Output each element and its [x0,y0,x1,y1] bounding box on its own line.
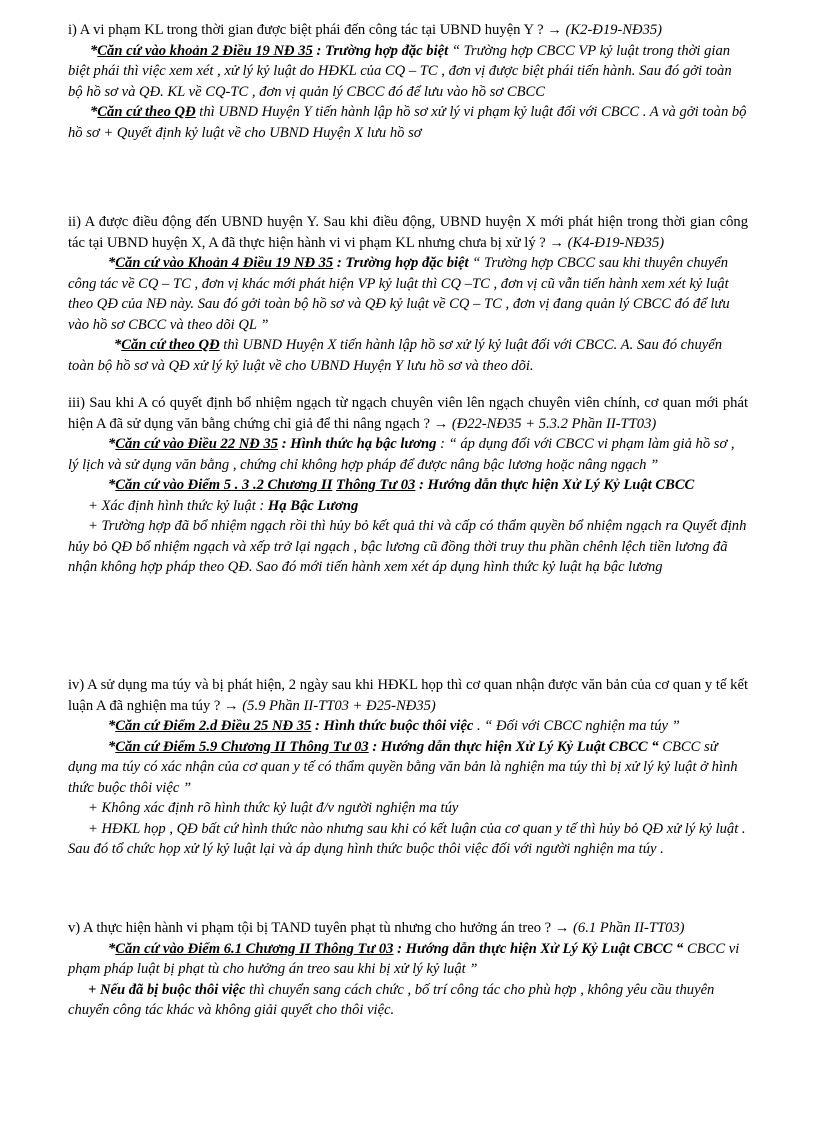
basis-1b: *Căn cứ theo QĐ thì UBND Huyện Y tiến hành lập hồ sơ xử lý vi phạm kỷ luật đối với CBCC . A và gởi toàn bộ hồ sơ + Quyết định kỷ luật về cho UBND Huyện X lưu hồ sơ [68,104,747,141]
section-2 [68,212,748,376]
question-1: i) A vi phạm KL trong thời gian được biệt phái đến công tác tại UBND huyện Y ? → (K2-Đ19-NĐ35) [68,22,663,38]
section-4 [68,675,748,860]
basis-4b: *Căn cứ Điểm 5.9 Chương II Thông Tư 03 : Hướng dẫn thực hiện Xử Lý Kỷ Luật CBCC “ CBCC sử dụng ma túy có xác nhận của cơ quan y tế có thẩm quyền bằng văn bản là nghiện ma túy thì bị xử lý kỷ luật ở hình thức buộc thôi việc ” [68,738,738,796]
item-3-2: + Trường hợp đã bổ nhiệm ngạch rồi thì hủy bỏ kết quả thi và cấp có thẩm quyền bổ nhiệm ngạch ra Quyết định hủy bỏ QĐ bổ nhiệm ngạch và xếp trở lại ngạch , bậc lương cũ đồng thời truy thu phần chênh lệch tiền lương đã nhận không hợp pháp theo QĐ. Sao đó mới tiến hành xem xét áp dụng hình thức kỷ luật hạ bậc lương [68,518,747,575]
basis-1a: *Căn cứ vào khoản 2 Điều 19 NĐ 35 : Trường hợp đặc biệt “ Trường hợp CBCC VP kỷ luật trong thời gian biệt phái thì việc xem xét , xử lý kỷ luật do HĐKL của CQ – TC , đơn vị được biệt phái tiến hành. Sau đó gởi toàn bộ hồ sơ và QĐ. KL về CQ-TC , đơn vị quản lý CBCC đó để lưu vào hồ sơ CBCC [68,42,732,100]
question-5: v) A thực hiện hành vi phạm tội bị TAND tuyên phạt tù nhưng cho hưởng án treo ? → (6.1 Phần II-TT03) [68,920,685,936]
question-2: ii) A được điều động đến UBND huyện Y. Sau khi điều động, UBND huyện X mới phát hiện trong thời gian công tác tại UBND huyện X, A đã thực hiện hành vi vi phạm KL nhưng chưa bị xử lý ? → (K4-Đ19-NĐ35) [68,214,748,251]
question-4: iv) A sử dụng ma túy và bị phát hiện, 2 ngày sau khi HĐKL họp thì cơ quan nhận được văn bản của cơ quan y tế kết luận A đã nghiện ma túy ? → (5.9 Phần II-TT03 + Đ25-NĐ35) [68,677,748,714]
basis-2a: *Căn cứ vào Khoản 4 Điều 19 NĐ 35 : Trường hợp đặc biệt “ Trường hợp CBCC sau khi thuyên chuyển công tác về CQ – TC , đơn vị khác mới phát hiện VP kỷ luật thì CQ –TC , đơn vị cũ vẫn tiến hành xem xét kỷ luật theo QĐ của NĐ này. Sau đó gởi toàn bộ hồ sơ và QĐ kỷ luật về CQ – TC , đơn vị đang quản lý CBCC đó để lưu vào hồ sơ CBCC và theo dõi QL ” [68,255,730,333]
section-5 [68,918,748,1021]
section-3 [68,393,748,578]
section-1 [68,20,748,143]
basis-3a: *Căn cứ vào Điều 22 NĐ 35 : Hình thức hạ bậc lương : “ áp dụng đối với CBCC vi phạm làm giả hồ sơ , lý lịch và sử dụng văn bằng , chứng chỉ không hợp pháp để được nâng bậc lương hoặc nâng ngạch ” [68,436,735,473]
basis-4a: *Căn cứ Điểm 2.d Điều 25 NĐ 35 : Hình thức buộc thôi việc . “ Đối với CBCC nghiện ma túy ” [108,718,680,734]
basis-3b: *Căn cứ vào Điểm 5 . 3 .2 Chương II Thông Tư 03 : Hướng dẫn thực hiện Xử Lý Kỷ Luật CBCC [108,477,695,493]
question-3: iii) Sau khi A có quyết định bổ nhiệm ngạch từ ngạch chuyên viên lên ngạch chuyên viên chính, cơ quan mới phát hiện A đã sử dụng văn bằng chứng chỉ giả để thi nâng ngạch ? → (Đ22-NĐ35 + 5.3.2 Phần II-TT03) [68,395,748,432]
item-5-1: + Nếu đã bị buộc thôi việc thì chuyển sang cách chức , bố trí công tác cho phù hợp , không yêu cầu thuyên chuyển công tác khác và không giải quyết cho thôi việc. [68,981,715,1018]
basis-5a: *Căn cứ vào Điểm 6.1 Chương II Thông Tư 03 : Hướng dẫn thực hiện Xử Lý Kỷ Luật CBCC “ CBCC vi phạm pháp luật bị phạt tù cho hưởng án treo sau khi bị xử lý kỷ luật ” [68,940,740,977]
item-3-1: + Xác định hình thức kỷ luật : Hạ Bậc Lương [88,497,359,514]
item-4-1: + Không xác định rõ hình thức kỷ luật đ/v người nghiện ma túy [88,800,459,816]
basis-2b: *Căn cứ theo QĐ thì UBND Huyện X tiến hành lập hồ sơ xử lý kỷ luật đối với CBCC. A. Sau đó chuyển toàn bộ hồ sơ và QĐ xử lý kỷ luật về cho UBND Huyện Y lưu hồ sơ và theo dõi. [68,337,722,374]
item-4-2: + HĐKL họp , QĐ bất cứ hình thức nào nhưng sau khi có kết luận của cơ quan y tế thì hủy bỏ QĐ xử lý kỷ luật . Sau đó tổ chức họp xử lý kỷ luật lại và áp dụng hình thức buộc thôi việc đối với người nghiện ma túy . [68,820,746,857]
